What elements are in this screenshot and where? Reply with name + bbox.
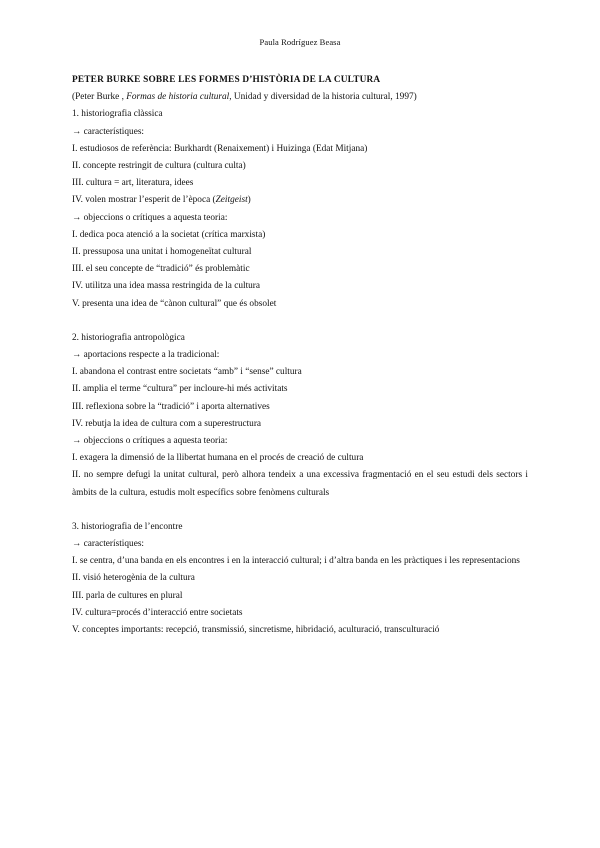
list-item: V. conceptes importants: recepció, transmissió, sincretisme, hibridació, aculturació, transculturació: [72, 625, 440, 636]
section-1-critiques-heading: → objeccions o crítiques a aquesta teoria:: [72, 212, 228, 223]
list-item: IV. utilitza una idea massa restringida de la cultura: [72, 281, 261, 292]
list-item: III. parla de cultures en plural: [72, 590, 183, 601]
document-title: PETER BURKE SOBRE LES FORMES D’HISTÒRIA DE LA CULTURA: [72, 75, 381, 85]
list-item: III. cultura = art, literatura, idees: [72, 178, 194, 189]
reference-suffix: , Unidad y diversidad de la historia cultural, 1997): [229, 92, 417, 103]
section-3-features-heading: → característiques:: [72, 539, 145, 550]
section-1-features-heading: → característiques:: [72, 126, 145, 137]
list-item: II. visió heterogènia de la cultura: [72, 573, 195, 584]
document-body: [72, 72, 528, 639]
spacer: [72, 313, 528, 330]
list-item: I. abandona el contrast entre societats “amb” i “sense” cultura: [72, 367, 302, 378]
list-item-italic: Zeitgeist: [215, 195, 248, 206]
list-item: I. estudiosos de referència: Burkhardt (Renaixement) i Huizinga (Edat Mitjana): [72, 143, 368, 154]
section-2-contrib-heading: → aportacions respecte a la tradicional:: [72, 350, 220, 361]
list-item: III. reflexiona sobre la “tradició” i aporta alternatives: [72, 401, 270, 412]
list-item-text: ): [247, 195, 251, 206]
list-item: II. amplia el terme “cultura” per incloure-hi més activitats: [72, 384, 288, 395]
reference-prefix: (Peter Burke ,: [72, 92, 127, 103]
list-item: III. el seu concepte de “tradició” és problemàtic: [72, 264, 250, 275]
header-author: Paula Rodríguez Beasa: [259, 37, 341, 47]
reference-line: [72, 89, 528, 106]
section-2-critiques-heading: → objeccions o crítiques a aquesta teoria:: [72, 436, 228, 447]
section-1-heading: 1. historiografia clàssica: [72, 109, 163, 120]
list-item: IV. rebutja la idea de cultura com a superestructura: [72, 418, 262, 429]
list-item: I. se centra, d’una banda en els encontres i en la interacció cultural; i d’altra banda en les pràctiques i les representacions: [72, 556, 520, 567]
list-item: IV. cultura=procés d’interacció entre societats: [72, 607, 243, 618]
list-item: II. no sempre defugi la unitat cultural, però alhora tendeix a una excessiva fragmentació en el seu estudi dels sectors i àmbits de la cultura, estudis molt específics sobre fenòmens culturals: [72, 470, 528, 498]
section-2-heading: 2. historiografia antropològica: [72, 332, 185, 343]
reference-book-title: Formas de historia cultural: [126, 92, 230, 103]
list-item: II. concepte restringit de cultura (cultura culta): [72, 161, 246, 172]
list-item-text: IV. volen mostrar l’esperit de l’època (: [72, 195, 216, 206]
list-item: I. dedica poca atenció a la societat (crítica marxista): [72, 229, 266, 240]
list-item: [72, 192, 528, 209]
list-item: V. presenta una idea de “cànon cultural” que és obsolet: [72, 298, 277, 309]
list-item: I. exagera la dimensió de la llibertat humana en el procés de creació de cultura: [72, 453, 364, 464]
spacer: [72, 502, 528, 519]
section-3-heading: 3. historiografia de l’encontre: [72, 521, 183, 532]
list-item: II. pressuposa una unitat i homogeneïtat cultural: [72, 247, 252, 258]
